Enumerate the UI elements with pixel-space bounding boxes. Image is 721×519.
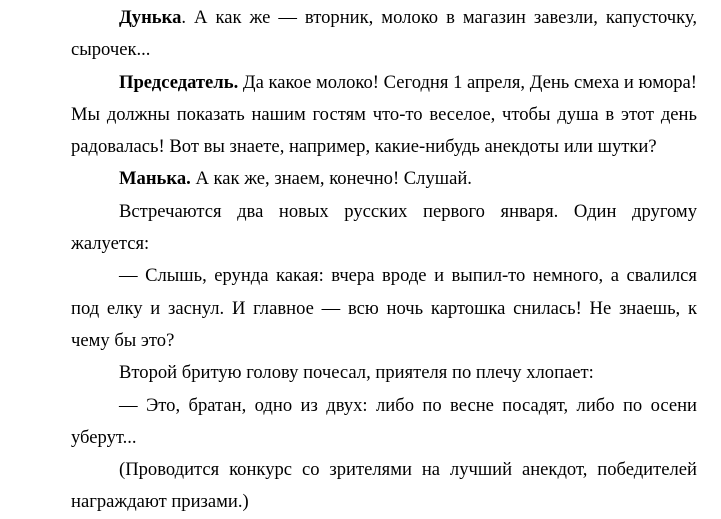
paragraph-joke-setup: [71, 196, 697, 261]
speaker-name: Манька.: [119, 168, 191, 190]
paragraph-text: Встречаются два новых русских первого января. Один другому жалуется:: [71, 200, 697, 255]
paragraph-text: Второй бритую голову почесал, приятеля по плечу хлопает:: [119, 362, 594, 384]
paragraph-stage-direction: [71, 454, 697, 519]
paragraph-manka: [71, 163, 697, 195]
paragraph-text: А как же, знаем, конечно! Слушай.: [195, 168, 472, 190]
speaker-name: Председатель.: [119, 71, 239, 93]
paragraph-text: Да какое молоко! Сегодня 1 апреля, День смеха и юмора! Мы должны показать нашим гостям что-то веселое, чтобы душа в этот день радовалась! Вот вы знаете, например, какие-нибудь анекдоты или шутки?: [71, 71, 697, 158]
speaker-name: Дунька: [119, 7, 182, 28]
paragraph-text: (Проводится конкурс со зрителями на лучший анекдот, победителей награждают призами.): [71, 459, 697, 513]
paragraph-text: А как же — вторник, молоко в магазин завезли, капусточку, сырочек...: [71, 7, 697, 61]
speaker-separator: .: [181, 7, 195, 28]
paragraph-text: — Слышь, ерунда какая: вчера вроде и выпил-то немного, а свалился под елку и заснул. И главное — всю ночь картошка снилась! Не знаешь, к чему бы это?: [71, 265, 697, 351]
paragraph-dunka: [71, 2, 697, 67]
paragraph-chairman: [71, 67, 697, 164]
paragraph-text: — Это, братан, одно из двух: либо по весне посадят, либо по осени уберут...: [71, 394, 697, 448]
paragraph-joke-punchline: [71, 390, 697, 455]
document-text[interactable]: [71, 2, 697, 519]
paragraph-joke-line-1: [71, 260, 697, 357]
paragraph-joke-narration: [71, 357, 697, 389]
